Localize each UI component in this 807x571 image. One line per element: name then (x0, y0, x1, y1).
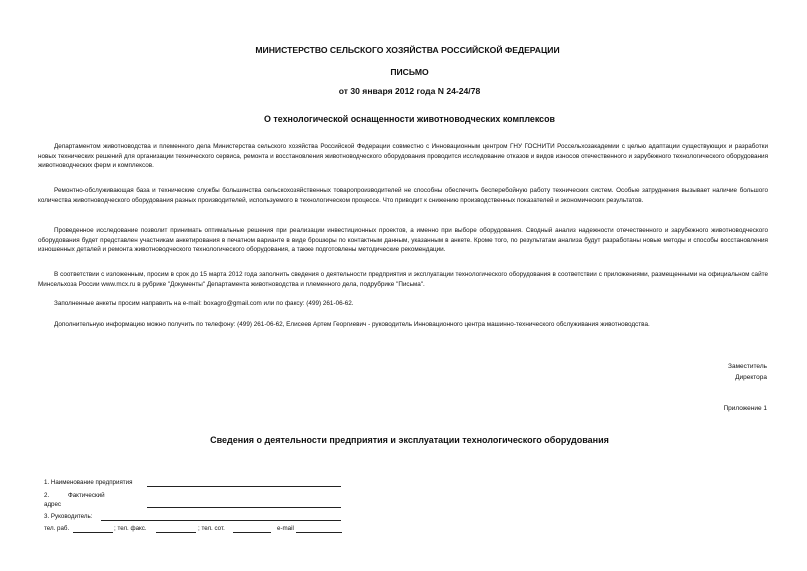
body-paragraph-1: Департаментом животноводства и племенного дела Министерства сельского хозяйства Российской Федерации совместно с Инновационным центром ГНУ ГОСНИТИ Россельхозакадемии с целью адаптации существующих и разработки новых технических решений для организации технического сервиса, ремонта и восстановления животноводческого оборудования проводится исследование отказов и видов износов отечественного и зарубежного технологического оборудования животноводческих ферм и комплексов. (38, 143, 768, 169)
field-enterprise-name-line[interactable] (147, 486, 341, 487)
field-tel-fax-line[interactable] (156, 532, 196, 533)
field-tel-work-line[interactable] (73, 532, 113, 533)
body-paragraph-3: Проведенное исследование позволит принимать оптимальные решения при реализации инвестиционных проектов, а именно при выборе оборудования. Сводный анализ надежности отечественного и зарубежного животноводческого оборудования будет представлен участникам анкетирования в печатном варианте в виде брошюры по контактным данным, указанным в анкете. Кроме того, по результатам анализа будут разработаны новые методы и способы восстановления изношенных деталей и ремонта животноводческого технологического оборудования, а также подготовлены методические рекомендации. (38, 227, 768, 253)
signature-title-line2: Директора (735, 374, 767, 381)
signature-title-line1: Заместитель (728, 363, 767, 370)
field-address-number: 2. (44, 492, 50, 499)
body-paragraph-4: В соответствии с изложенным, просим в срок до 15 марта 2012 года заполнить сведения о деятельности предприятия и эксплуатации технологического оборудования в соответствии с приложениями, размещенными на официальном сайте Минсельхоза России www.mcx.ru в рубрике "Документы" Департамента животноводства и племенного дела, подрубрике "Письма". (38, 271, 768, 288)
field-address-label-word1: Фактический (68, 492, 105, 499)
ministry-header: МИНИСТЕРСТВО СЕЛЬСКОГО ХОЗЯЙСТВА РОССИЙСКОЙ ФЕДЕРАЦИИ (255, 45, 560, 55)
document-date-number: от 30 января 2012 года N 24-24/78 (338, 86, 481, 96)
field-email-line[interactable] (296, 532, 342, 533)
field-tel-mobile-label: ; тел. сот. (198, 525, 225, 532)
field-director-label: 3. Руководитель: (44, 513, 93, 520)
field-director-line[interactable] (101, 520, 341, 521)
document-type: ПИСЬМО (390, 67, 429, 77)
document-subject: О технологической оснащенности животноводческих комплексов (264, 114, 555, 124)
field-address-label-word2: адрес (44, 501, 62, 508)
field-address-line[interactable] (147, 507, 341, 508)
field-tel-work-label: тел. раб. (44, 525, 70, 532)
field-email-label: e-mail (277, 525, 294, 532)
field-enterprise-name-label: 1. Наименование предприятия (44, 479, 133, 486)
body-paragraph-2: Ремонтно-обслуживающая база и технические службы большинства сельскохозяйственных товаропроизводителей не способны обеспечить бесперебойную работу технических систем. Особые затруднения вызывает наличие большого количества животноводческого оборудования разных производителей, используемого в технологическом процессе. Что приводит к снижению производственных показателей и экономических результатов. (38, 187, 768, 204)
field-tel-mobile-line[interactable] (233, 532, 271, 533)
annex-title: Сведения о деятельности предприятия и эксплуатации технологического оборудования (210, 435, 609, 445)
field-tel-fax-label: ; тел. факс. (114, 525, 147, 532)
body-paragraph-6: Дополнительную информацию можно получить по телефону: (499) 261-06-62, Елисеев Артем Георгиевич - руководитель Инновационного центра машинно-технического обслуживания животноводства. (54, 321, 650, 328)
body-paragraph-5: Заполненные анкеты просим направить на e-mail: boxagro@gmail.com или по факсу: (499) 261-06-62. (54, 300, 354, 307)
annex-label: Приложение 1 (723, 405, 767, 412)
